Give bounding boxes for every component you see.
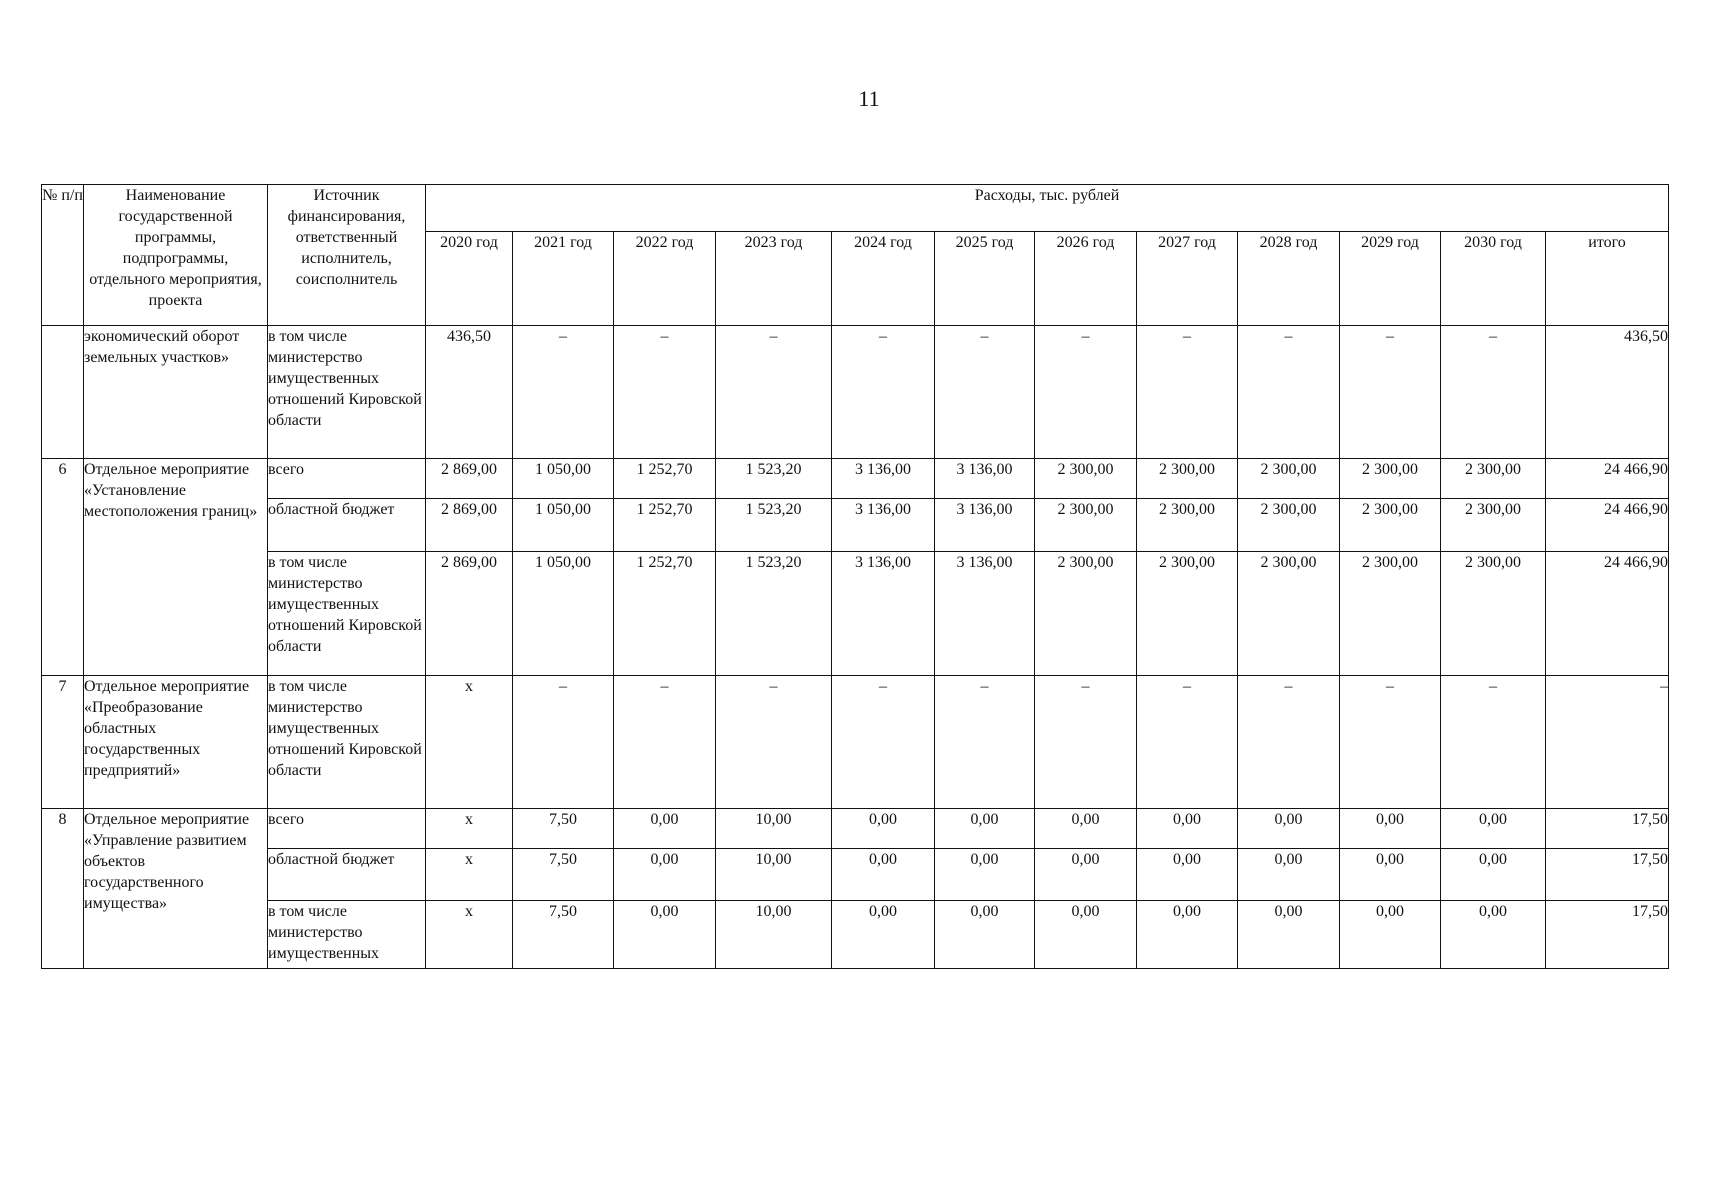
- total-cell: 17,50: [1546, 849, 1669, 901]
- value-cell: 0,00: [1238, 809, 1340, 849]
- value-cell: 1 050,00: [513, 552, 614, 676]
- value-cell: 7,50: [513, 901, 614, 969]
- value-cell: 436,50: [426, 326, 513, 459]
- value-cell: 1 252,70: [614, 499, 716, 552]
- value-cell: –: [614, 676, 716, 809]
- value-cell: 3 136,00: [935, 459, 1035, 499]
- value-cell: –: [832, 326, 935, 459]
- value-cell: 2 300,00: [1238, 552, 1340, 676]
- value-cell: 2 300,00: [1441, 552, 1546, 676]
- value-cell: –: [1137, 326, 1238, 459]
- value-cell: –: [1238, 676, 1340, 809]
- value-cell: –: [1340, 326, 1441, 459]
- value-cell: –: [1035, 676, 1137, 809]
- row-source: областной бюджет: [268, 849, 426, 901]
- row-source: в том числе министерство имущественных отношений Кировской области: [268, 676, 426, 809]
- value-cell: –: [513, 326, 614, 459]
- page-number: 11: [858, 86, 880, 111]
- value-cell: 1 523,20: [716, 552, 832, 676]
- value-cell: 3 136,00: [832, 459, 935, 499]
- value-cell: 10,00: [716, 809, 832, 849]
- value-cell: 2 300,00: [1035, 552, 1137, 676]
- value-cell: –: [935, 326, 1035, 459]
- value-cell: 0,00: [832, 901, 935, 969]
- value-cell: 0,00: [832, 809, 935, 849]
- row-name: Отдельное мероприятие «Преобразование областных государственных предприятий»: [84, 676, 268, 809]
- value-cell: х: [426, 676, 513, 809]
- value-cell: 0,00: [935, 809, 1035, 849]
- value-cell: 10,00: [716, 901, 832, 969]
- header-year: 2026 год: [1035, 232, 1137, 326]
- value-cell: 0,00: [1137, 809, 1238, 849]
- value-cell: 2 869,00: [426, 459, 513, 499]
- header-expenses: Расходы, тыс. рублей: [426, 185, 1669, 232]
- total-cell: 24 466,90: [1546, 499, 1669, 552]
- value-cell: 0,00: [1340, 809, 1441, 849]
- header-name: Наименование государственной программы, подпрограммы, отдельного мероприятия, проекта: [84, 185, 268, 326]
- value-cell: 3 136,00: [935, 499, 1035, 552]
- total-cell: 24 466,90: [1546, 459, 1669, 499]
- row-num: 8: [42, 809, 84, 969]
- value-cell: 3 136,00: [935, 552, 1035, 676]
- value-cell: 1 050,00: [513, 459, 614, 499]
- value-cell: 2 300,00: [1340, 499, 1441, 552]
- value-cell: 2 300,00: [1238, 459, 1340, 499]
- value-cell: х: [426, 849, 513, 901]
- value-cell: 0,00: [1238, 901, 1340, 969]
- row-source: в том числе министерство имущественных: [268, 901, 426, 969]
- value-cell: 7,50: [513, 849, 614, 901]
- row-name: Отдельное мероприятие «Управление развитием объектов государственного имущества»: [84, 809, 268, 969]
- table-body: [42, 326, 1669, 969]
- total-cell: 17,50: [1546, 901, 1669, 969]
- row-num: [42, 326, 84, 459]
- table-row: [42, 809, 1669, 849]
- table-row: [42, 676, 1669, 809]
- row-name: экономический оборот земельных участков»: [84, 326, 268, 459]
- header-year: 2023 год: [716, 232, 832, 326]
- header-year: 2024 год: [832, 232, 935, 326]
- row-source: всего: [268, 459, 426, 499]
- total-cell: –: [1546, 676, 1669, 809]
- row-source: в том числе министерство имущественных отношений Кировской области: [268, 326, 426, 459]
- total-cell: 436,50: [1546, 326, 1669, 459]
- value-cell: 2 300,00: [1137, 459, 1238, 499]
- value-cell: 10,00: [716, 849, 832, 901]
- value-cell: 2 300,00: [1441, 499, 1546, 552]
- header-year: 2021 год: [513, 232, 614, 326]
- value-cell: 1 252,70: [614, 459, 716, 499]
- value-cell: 2 869,00: [426, 552, 513, 676]
- value-cell: 2 300,00: [1441, 459, 1546, 499]
- header-year: 2022 год: [614, 232, 716, 326]
- row-source: в том числе министерство имущественных отношений Кировской области: [268, 552, 426, 676]
- value-cell: 0,00: [1441, 849, 1546, 901]
- total-cell: 24 466,90: [1546, 552, 1669, 676]
- value-cell: 0,00: [1035, 809, 1137, 849]
- value-cell: –: [614, 326, 716, 459]
- value-cell: –: [1238, 326, 1340, 459]
- value-cell: 3 136,00: [832, 552, 935, 676]
- total-cell: 17,50: [1546, 809, 1669, 849]
- table-row: [42, 552, 1669, 676]
- table-header: [42, 185, 1669, 326]
- table-row: [42, 459, 1669, 499]
- value-cell: –: [716, 676, 832, 809]
- value-cell: 0,00: [1340, 901, 1441, 969]
- value-cell: 0,00: [935, 901, 1035, 969]
- value-cell: –: [1441, 676, 1546, 809]
- value-cell: 2 300,00: [1137, 552, 1238, 676]
- header-year: 2028 год: [1238, 232, 1340, 326]
- value-cell: 1 050,00: [513, 499, 614, 552]
- value-cell: 2 300,00: [1340, 459, 1441, 499]
- value-cell: 2 300,00: [1035, 459, 1137, 499]
- header-year: 2020 год: [426, 232, 513, 326]
- header-num: № п/п: [42, 185, 84, 326]
- value-cell: 0,00: [1238, 849, 1340, 901]
- row-num: 6: [42, 459, 84, 676]
- row-name: Отдельное мероприятие «Установление местоположения границ»: [84, 459, 268, 676]
- value-cell: 0,00: [614, 849, 716, 901]
- value-cell: –: [1137, 676, 1238, 809]
- value-cell: 3 136,00: [832, 499, 935, 552]
- header-year: 2025 год: [935, 232, 1035, 326]
- value-cell: 2 300,00: [1035, 499, 1137, 552]
- value-cell: 2 300,00: [1340, 552, 1441, 676]
- row-source: областной бюджет: [268, 499, 426, 552]
- value-cell: –: [1340, 676, 1441, 809]
- value-cell: х: [426, 901, 513, 969]
- table-row: [42, 849, 1669, 901]
- value-cell: 0,00: [614, 901, 716, 969]
- row-source: всего: [268, 809, 426, 849]
- header-total: итого: [1546, 232, 1669, 326]
- value-cell: 0,00: [614, 809, 716, 849]
- table-row: [42, 901, 1669, 969]
- value-cell: 2 300,00: [1137, 499, 1238, 552]
- value-cell: 0,00: [1035, 849, 1137, 901]
- value-cell: –: [513, 676, 614, 809]
- expenses-table: [41, 184, 1669, 969]
- value-cell: 0,00: [1137, 901, 1238, 969]
- value-cell: 2 869,00: [426, 499, 513, 552]
- header-year: 2029 год: [1340, 232, 1441, 326]
- header-source: Источник финансирования, ответственный исполнитель, соисполнитель: [268, 185, 426, 326]
- value-cell: 0,00: [1441, 809, 1546, 849]
- value-cell: –: [1035, 326, 1137, 459]
- value-cell: –: [935, 676, 1035, 809]
- value-cell: 7,50: [513, 809, 614, 849]
- table-row: [42, 326, 1669, 459]
- header-year: 2030 год: [1441, 232, 1546, 326]
- header-year: 2027 год: [1137, 232, 1238, 326]
- value-cell: –: [832, 676, 935, 809]
- value-cell: 0,00: [1441, 901, 1546, 969]
- value-cell: 0,00: [1340, 849, 1441, 901]
- value-cell: х: [426, 809, 513, 849]
- value-cell: 0,00: [1137, 849, 1238, 901]
- table-row: [42, 499, 1669, 552]
- value-cell: 0,00: [1035, 901, 1137, 969]
- value-cell: –: [716, 326, 832, 459]
- value-cell: 1 523,20: [716, 499, 832, 552]
- value-cell: 1 252,70: [614, 552, 716, 676]
- value-cell: 0,00: [935, 849, 1035, 901]
- value-cell: 2 300,00: [1238, 499, 1340, 552]
- row-num: 7: [42, 676, 84, 809]
- header-row-top: [42, 185, 1669, 232]
- value-cell: 1 523,20: [716, 459, 832, 499]
- value-cell: –: [1441, 326, 1546, 459]
- value-cell: 0,00: [832, 849, 935, 901]
